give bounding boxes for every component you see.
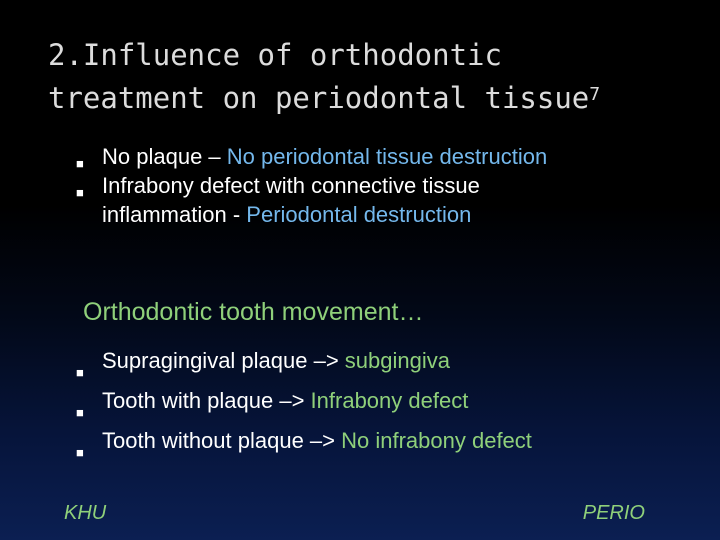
square-bullet-icon: ■	[76, 445, 84, 460]
bullet-text: No plaque –	[102, 144, 227, 169]
bullet-text: Infrabony defect with connective tissue	[102, 173, 480, 198]
footer-right-label: PERIO	[582, 502, 645, 524]
bullet-text: Supragingival plaque –>	[102, 348, 345, 373]
title-line-2-text: treatment on periodontal tissue	[48, 81, 590, 115]
square-bullet-icon: ■	[76, 185, 84, 200]
square-bullet-icon: ■	[76, 405, 84, 420]
bullet-text: Tooth with plaque –>	[102, 388, 311, 413]
top-bullet-list	[76, 142, 547, 229]
bullet-continuation	[102, 200, 547, 229]
bullet-item	[76, 421, 532, 461]
bullet-continuation-text: inflammation -	[102, 202, 247, 227]
bullet-item	[76, 381, 532, 421]
title-line-1: 2.Influence of orthodontic	[48, 38, 502, 72]
bullet-item	[76, 142, 547, 171]
square-bullet-icon: ■	[76, 365, 84, 380]
square-bullet-icon: ■	[76, 156, 84, 171]
slide-title	[48, 34, 708, 120]
bullet-highlight: subgingiva	[344, 348, 450, 373]
title-line-2	[48, 77, 708, 120]
bullet-item	[76, 341, 532, 381]
bottom-bullet-list	[76, 341, 532, 461]
bullet-highlight: No periodontal tissue destruction	[226, 144, 548, 169]
bullet-text: Tooth without plaque –>	[102, 428, 342, 453]
bullet-item	[76, 171, 547, 229]
subheading: Orthodontic tooth movement…	[83, 298, 424, 326]
bullet-highlight: Infrabony defect	[310, 388, 469, 413]
bullet-highlight: Periodontal destruction	[246, 202, 472, 227]
title-superscript: 7	[589, 84, 601, 105]
footer-left-label: KHU	[64, 502, 107, 524]
bullet-highlight: No infrabony defect	[341, 428, 532, 453]
